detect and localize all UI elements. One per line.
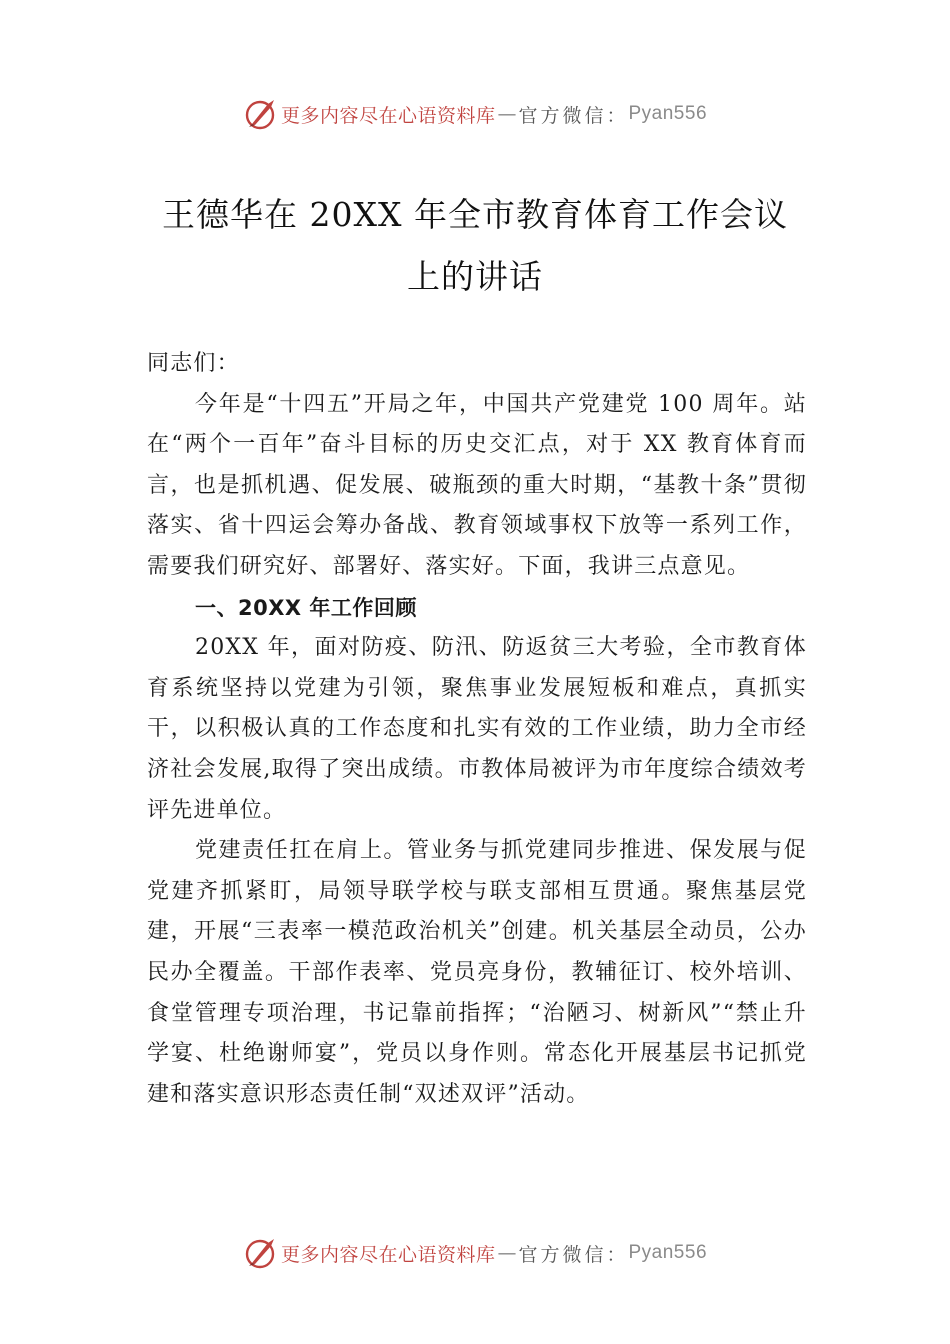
- banner-dash: —: [497, 103, 517, 125]
- document-body: [147, 344, 807, 1115]
- footer-banner: [0, 1233, 950, 1273]
- banner-wechat-label: 官方微信：: [518, 104, 629, 127]
- paragraph-party-building: 党建责任扛在肩上。管业务与抓党建同步推进、保发展与促党建齐抓紧盯，局领导联学校与联支部相互贯通。聚焦基层党建，开展“三表率一模范政治机关”创建。机关基层全动员，公办民办全覆盖。干部作表率、党员亮身份，教辅征订、校外培训、食堂管理专项治理，书记靠前指挥；“治陋习、树新风”“禁止升学宴、杜绝谢师宴”，党员以身作则。常态化开展基层书记抓党建和落实意识形态责任制“双述双评”活动。: [147, 838, 807, 1107]
- quill-pen-logo-icon: [243, 1236, 277, 1270]
- title-line-1: 王德华在 20XX 年全市教育体育工作会议: [162, 195, 788, 234]
- title-line-2: 上的讲话: [407, 257, 543, 296]
- banner-wechat-id: Pyan556: [628, 1242, 708, 1263]
- salutation: 同志们：: [147, 351, 240, 376]
- banner-promo-text: 更多内容尽在心语资料库: [280, 1243, 496, 1266]
- banner-wechat-id: Pyan556: [628, 103, 708, 124]
- document-title: [120, 184, 830, 308]
- section-heading: 一、20XX 年工作回顾: [195, 595, 417, 620]
- banner-promo-text: 更多内容尽在心语资料库: [280, 104, 496, 127]
- paragraph-intro: 今年是“十四五”开局之年，中国共产党建党 100 周年。站在“两个一百年”奋斗目标的历史交汇点，对于 XX 教育体育而言，也是抓机遇、促发展、破瓶颈的重大时期，“基教十条”贯彻落实、省十四运会筹办备战、教育领域事权下放等一系列工作，需要我们研究好、部署好、落实好。下面，我讲三点意见。: [147, 391, 807, 579]
- banner-wechat-label: 官方微信：: [518, 1243, 629, 1266]
- banner-dash: —: [497, 1242, 517, 1264]
- quill-pen-logo-icon: [243, 97, 277, 131]
- paragraph-review: 20XX 年，面对防疫、防汛、防返贫三大考验，全市教育体育系统坚持以党建为引领，聚焦事业发展短板和难点，真抓实干，以积极认真的工作态度和扎实有效的工作业绩，助力全市经济社会发展,取得了突出成绩。市教体局被评为市年度综合绩效考评先进单位。: [147, 635, 807, 823]
- header-banner: [0, 94, 950, 134]
